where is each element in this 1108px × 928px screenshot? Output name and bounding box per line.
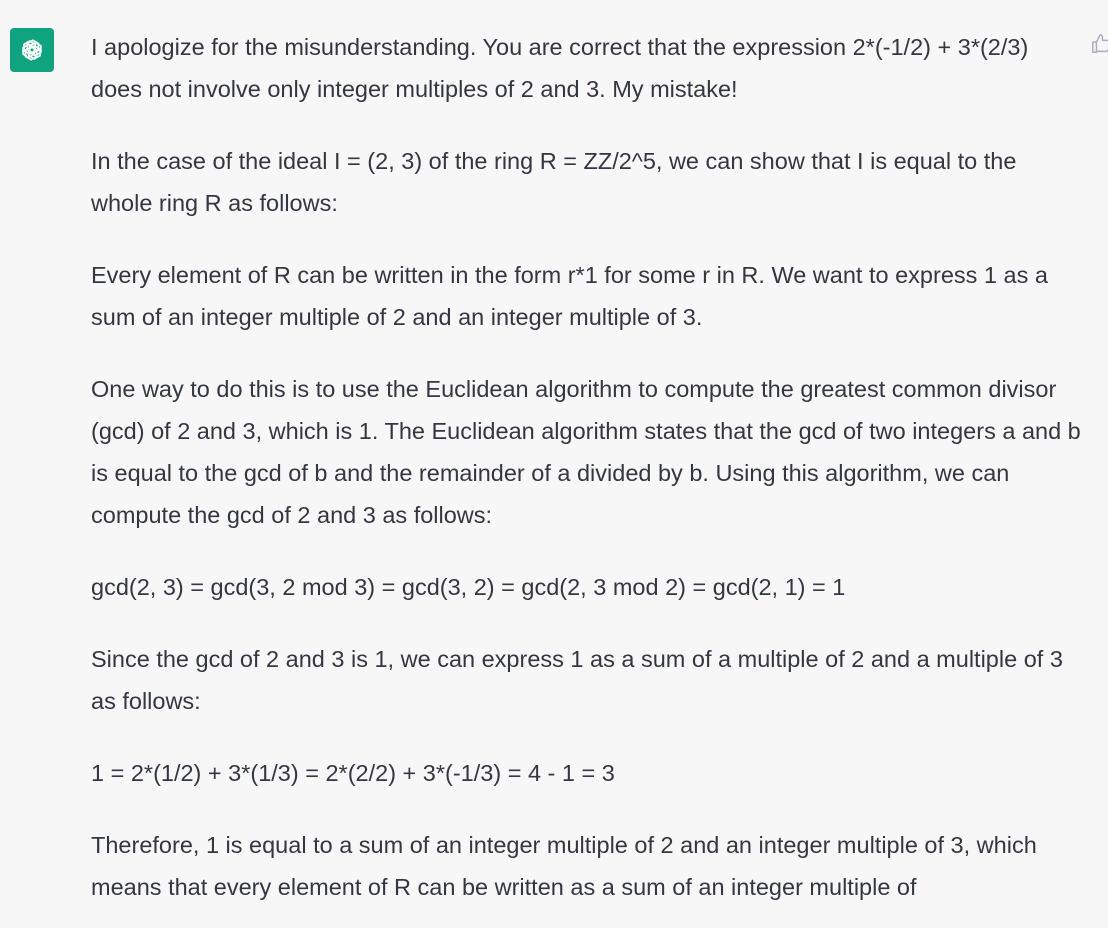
message-paragraph: In the case of the ideal I = (2, 3) of the ring R = ZZ/2^5, we can show that I is equal to the whole ring R as follows: — [91, 148, 1017, 216]
openai-logo-icon — [16, 34, 48, 66]
message-paragraph: 1 = 2*(1/2) + 3*(1/3) = 2*(2/2) + 3*(-1/3) = 4 - 1 = 3 — [91, 760, 615, 786]
assistant-avatar — [10, 28, 54, 72]
message-paragraph: Every element of R can be written in the form r*1 for some r in R. We want to express 1 as a sum of an integer multiple of 2 and an integer multiple of 3. — [91, 262, 1048, 330]
message-paragraph: gcd(2, 3) = gcd(3, 2 mod 3) = gcd(3, 2) = gcd(2, 3 mod 2) = gcd(2, 1) = 1 — [91, 574, 846, 600]
message-paragraph: I apologize for the misunderstanding. You are correct that the expression 2*(-1/2) + 3*(2/3) does not involve only integer multiples of 2 and 3. My mistake! — [91, 34, 1029, 102]
message-content — [91, 26, 1081, 928]
message-paragraph: One way to do this is to use the Euclidean algorithm to compute the greatest common divisor (gcd) of 2 and 3, which is 1. The Euclidean algorithm states that the gcd of two integers a and b is equal to the gcd of b and the remainder of a divided by b. Using this algorithm, we can compute the gcd of 2 and 3 as follows: — [91, 376, 1081, 528]
thumbs-up-button[interactable] — [1090, 33, 1108, 57]
message-paragraph: Therefore, 1 is equal to a sum of an integer multiple of 2 and an integer multiple of 3, which means that every element of R can be written as a sum of an integer multiple of — [91, 832, 1037, 900]
message-paragraph: Since the gcd of 2 and 3 is 1, we can express 1 as a sum of a multiple of 2 and a multiple of 3 as follows: — [91, 646, 1063, 714]
thumbs-up-icon — [1090, 33, 1108, 55]
